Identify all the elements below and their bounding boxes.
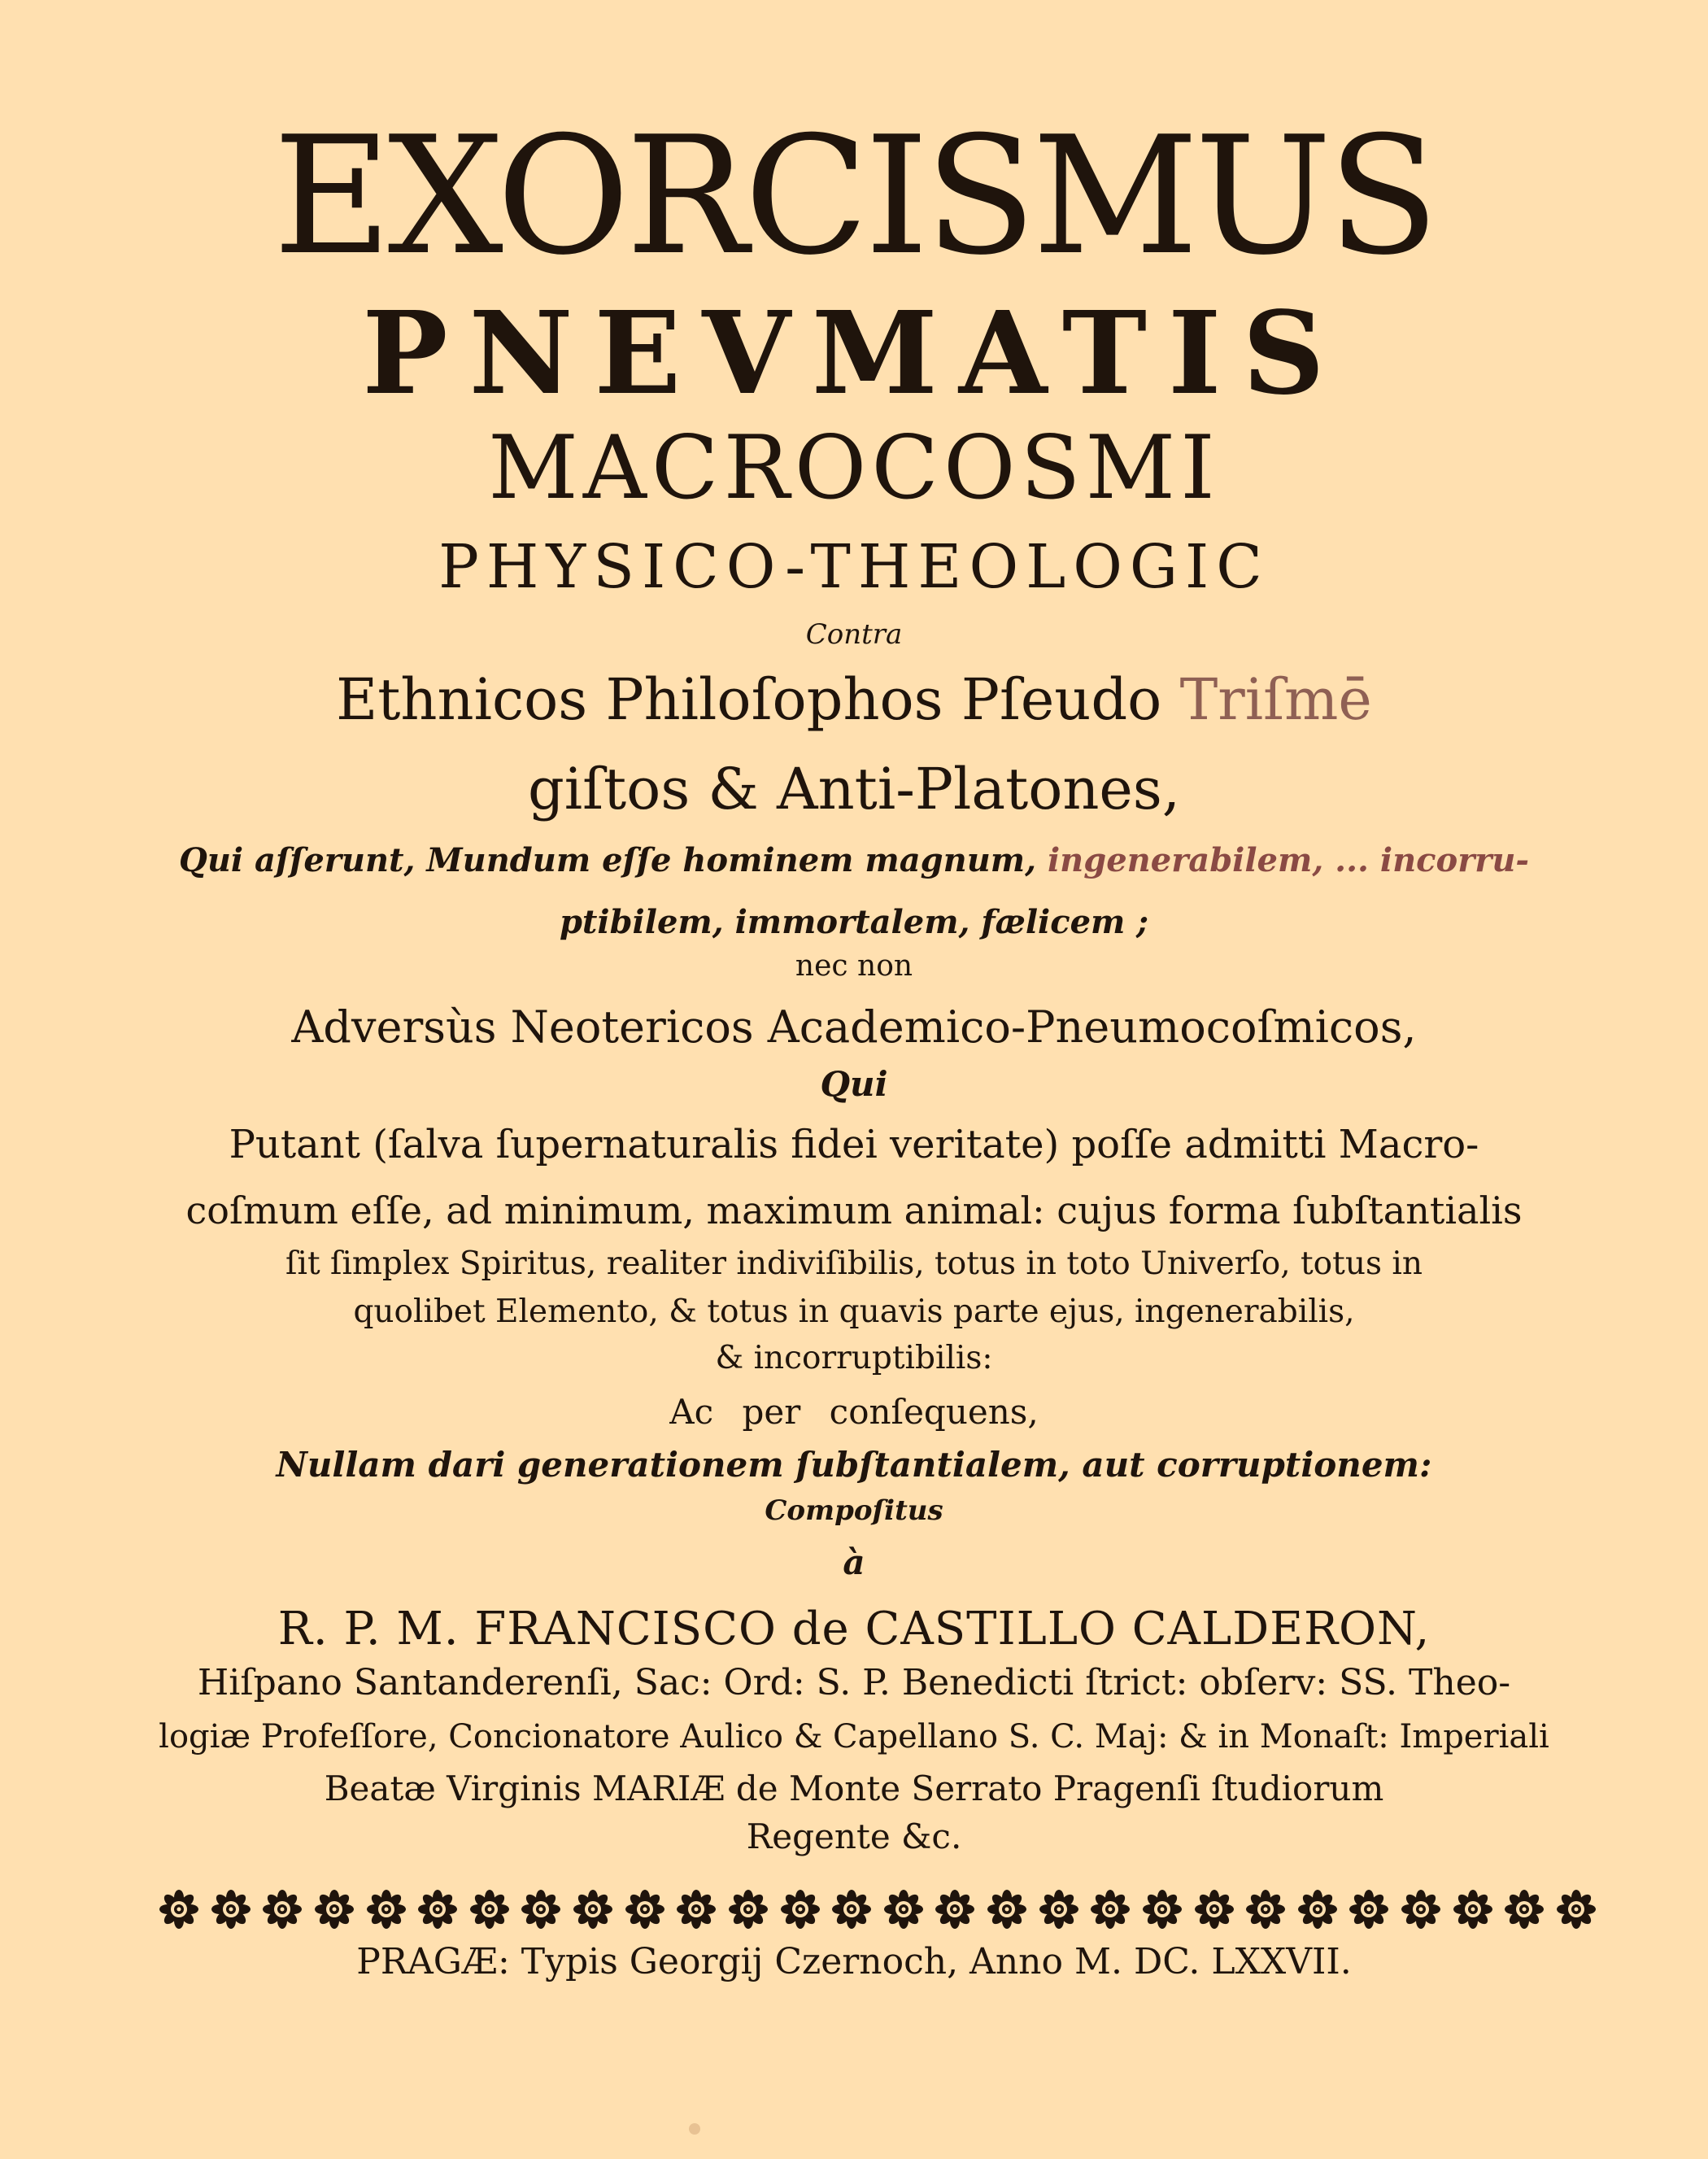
fleuron-ornament-icon	[934, 1888, 976, 1930]
fleuron-ornament-icon	[1244, 1888, 1287, 1930]
fleuron-ornament-icon	[1555, 1888, 1597, 1930]
fleuron-ornament-icon	[365, 1888, 407, 1930]
compositum-label: Compoſitus	[765, 1494, 943, 1527]
fleuron-ornament-icon	[882, 1888, 925, 1930]
ornament-divider	[158, 1877, 1597, 1942]
fleuron-ornament-icon	[520, 1888, 562, 1930]
fleuron-ornament-icon	[1452, 1888, 1494, 1930]
title-pneumatis: PNEVMATIS	[362, 287, 1346, 421]
fleuron-ornament-icon	[830, 1888, 873, 1930]
putant-line-3: ſit ſimplex Spiritus, realiter indiviſibilis, totus in toto Univerſo, totus in	[285, 1245, 1423, 1282]
contra-label: Contra	[805, 618, 903, 651]
fleuron-ornament-icon	[468, 1888, 511, 1930]
qui-asserunt-line-1	[0, 841, 1708, 879]
title-exorcismus: EXORCISMUS	[272, 102, 1436, 291]
putant-line-2: coſmum eſſe, ad minimum, maximum animal: cujus forma ſubſtantialis	[185, 1189, 1523, 1232]
against-ethnicos-text: Ethnicos Philoſophos Pſeudo	[336, 666, 1180, 733]
fleuron-ornament-icon	[416, 1888, 459, 1930]
putant-line-1: Putant (ſalva ſupernaturalis fidei veritate) poſſe admitti Macro-	[229, 1122, 1479, 1167]
putant-line-4: quolibet Elemento, & totus in quavis parte ejus, ingenerabilis,	[353, 1293, 1355, 1330]
against-trismegistos-smudged: Triſmē	[1179, 666, 1372, 733]
fleuron-ornament-icon	[1296, 1888, 1339, 1930]
fleuron-ornament-icon	[986, 1888, 1028, 1930]
fleuron-ornament-icon	[1038, 1888, 1080, 1930]
fleuron-ornament-icon	[210, 1888, 252, 1930]
author-name: R. P. M. FRANCISCO de CASTILLO CALDERON,	[277, 1603, 1431, 1655]
qui-asserunt-text: Qui aſſerunt, Mundum eſſe hominem magnum,	[178, 841, 1048, 879]
against-platones-line: giſtos & Anti-Platones,	[527, 756, 1181, 822]
qui-asserunt-faded-text: ingenerabilem, ... incorru-	[1047, 841, 1530, 879]
imprint-line: PRAGÆ: Typis Georgij Czernoch, Anno M. DC. LXXVII.	[356, 1941, 1352, 1982]
adversus-line: Adversùs Neotericos Academico-Pneumocoſmicos,	[291, 1001, 1417, 1053]
author-line-1: Hiſpano Santanderenſi, Sac: Ord: S. P. Benedicti ſtrict: obſerv: SS. Theo-	[197, 1662, 1511, 1703]
qui-asserunt-line-2: ptibilem, immortalem, fælicem ;	[559, 903, 1149, 941]
fleuron-ornament-icon	[1089, 1888, 1131, 1930]
title-macrocosmi: MACROCOSMI	[488, 417, 1220, 519]
fleuron-ornament-icon	[158, 1888, 200, 1930]
fleuron-ornament-icon	[675, 1888, 717, 1930]
author-line-2: logiæ Profeſſore, Concionatore Aulico & Capellano S. C. Maj: & in Monaſt: Imperiali	[159, 1718, 1549, 1756]
qui-label: Qui	[820, 1064, 888, 1104]
nec-non-label: nec non	[795, 949, 913, 983]
fleuron-ornament-icon	[572, 1888, 614, 1930]
fleuron-ornament-icon	[313, 1888, 355, 1930]
paper-stain	[689, 2123, 700, 2135]
fleuron-ornament-icon	[1503, 1888, 1545, 1930]
fleuron-ornament-icon	[779, 1888, 821, 1930]
fleuron-ornament-icon	[1348, 1888, 1390, 1930]
author-line-4: Regente &c.	[746, 1817, 962, 1856]
title-physico-theologic: PHYSICO-THEOLOGIC	[438, 532, 1270, 602]
fleuron-ornament-icon	[1400, 1888, 1442, 1930]
a-preposition: à	[843, 1542, 865, 1582]
fleuron-ornament-icon	[261, 1888, 303, 1930]
nullam-line: Nullam dari generationem ſubſtantialem, aut corruptionem:	[276, 1445, 1432, 1485]
against-ethnicos-line	[0, 666, 1708, 733]
ac-per-consequens: Ac per conſequens,	[669, 1392, 1039, 1432]
fleuron-ornament-icon	[1193, 1888, 1235, 1930]
fleuron-ornament-icon	[727, 1888, 769, 1930]
putant-line-5: & incorruptibilis:	[715, 1340, 993, 1376]
fleuron-ornament-icon	[624, 1888, 666, 1930]
author-line-3: Beatæ Virginis MARIÆ de Monte Serrato Pragenſi ſtudiorum	[324, 1769, 1384, 1808]
fleuron-ornament-icon	[1141, 1888, 1183, 1930]
